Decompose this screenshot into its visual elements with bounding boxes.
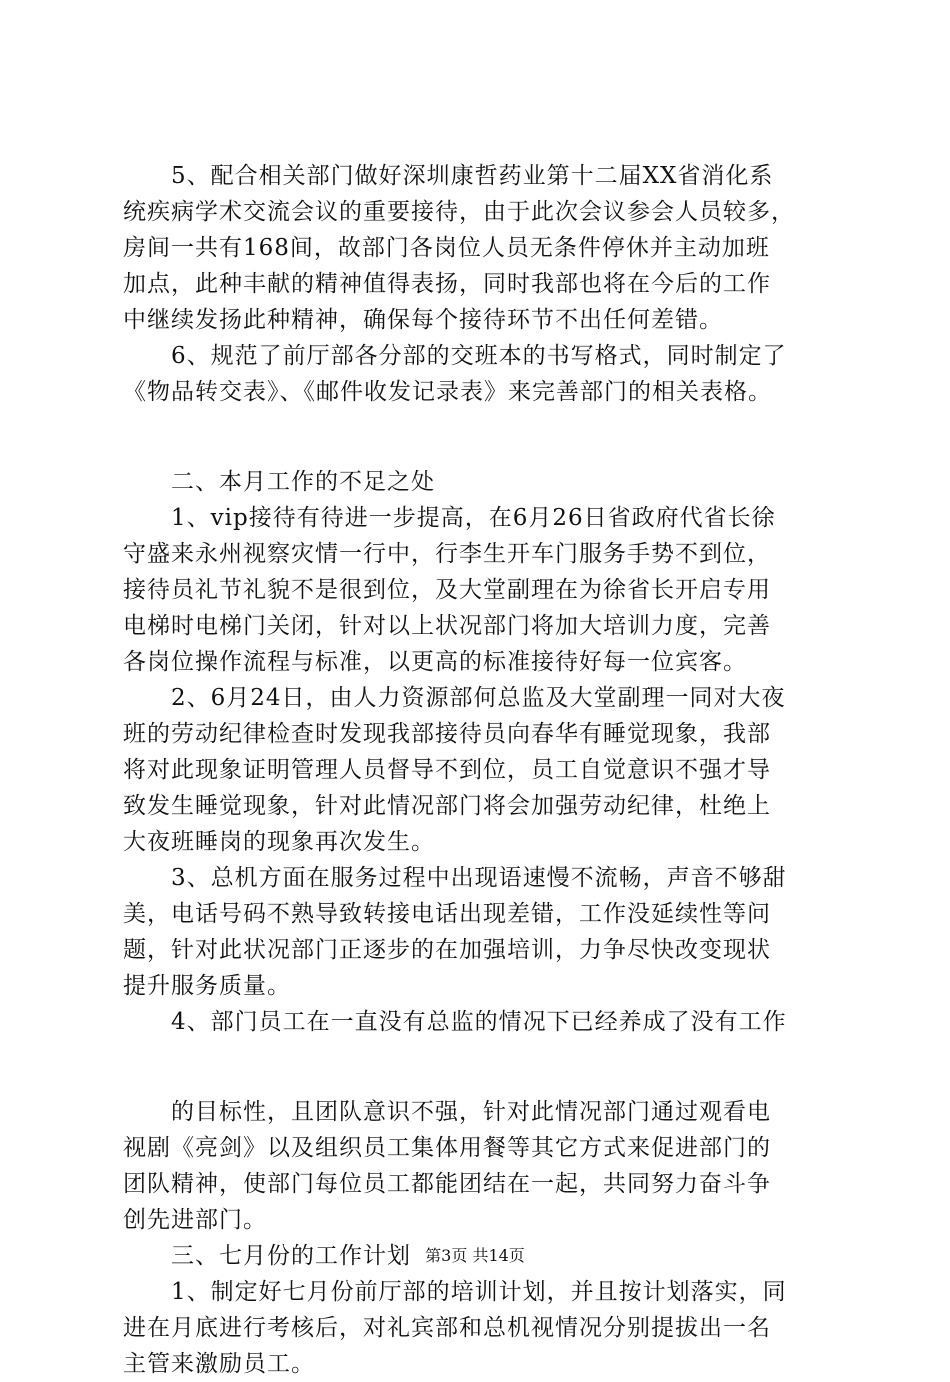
text-line: 房间一共有168间，故部门各岗位人员无条件停休并主动加班 [123, 235, 770, 261]
text-line: 班的劳动纪律检查时发现我部接待员向春华有睡觉现象，我部 [123, 721, 771, 747]
text-line: 4、部门员工在一直没有总监的情况下已经养成了没有工作 [171, 1009, 787, 1035]
page-number-footer: 第3页 共14页 [425, 1246, 525, 1265]
text-line: 2、6月24日，由人力资源部何总监及大堂副理一同对大夜 [171, 685, 786, 711]
section-heading-july-plan: 三、七月份的工作计划 [171, 1243, 411, 1269]
text-line: 加点，此种丰献的精神值得表扬，同时我部也将在今后的工作 [123, 271, 771, 297]
paragraph-shortcoming-1 [123, 500, 835, 680]
paragraph-plan-1 [123, 1274, 835, 1382]
paragraph-item-5 [123, 158, 835, 338]
text-line: 主管来激励员工。 [123, 1351, 315, 1377]
document-body [123, 158, 835, 1382]
text-line: 视剧《亮剑》以及组织员工集体用餐等其它方式来促进部门的 [123, 1135, 771, 1161]
paragraph-shortcoming-2 [123, 680, 835, 860]
text-line: 电梯时电梯门关闭，针对以上状况部门将加大培训力度，完善 [123, 613, 771, 639]
text-line: 6、规范了前厅部各分部的交班本的书写格式，同时制定了 [171, 343, 787, 369]
text-line: 团队精神，使部门每位员工都能团结在一起，共同努力奋斗争 [123, 1171, 771, 1197]
text-line: 各岗位操作流程与标准，以更高的标准接待好每一位宾客。 [123, 649, 747, 675]
paragraph-shortcoming-4 [123, 1004, 835, 1238]
text-line: 接待员礼节礼貌不是很到位，及大堂副理在为徐省长开启专用 [123, 577, 771, 603]
paragraph-shortcoming-3 [123, 860, 835, 1004]
text-line: 创先进部门。 [123, 1207, 267, 1233]
text-line: 《物品转交表》、《邮件收发记录表》来完善部门的相关表格。 [123, 379, 772, 405]
text-line: 进在月底进行考核后，对礼宾部和总机视情况分别提拔出一名 [123, 1315, 771, 1341]
text-line: 的目标性，且团队意识不强，针对此情况部门通过观看电 [171, 1099, 771, 1125]
paragraph-item-6 [123, 338, 835, 410]
text-line: 将对此现象证明管理人员督导不到位，员工自觉意识不强才导 [123, 757, 771, 783]
text-line: 1、制定好七月份前厅部的培训计划，并且按计划落实，同 [171, 1279, 787, 1305]
text-line: 统疾病学术交流会议的重要接待，由于此次会议参会人员较多， [123, 199, 795, 225]
text-line: 5、配合相关部门做好深圳康哲药业第十二届XX省消化系 [171, 163, 774, 189]
text-line: 题，针对此状况部门正逐步的在加强培训，力争尽快改变现状 [123, 937, 771, 963]
text-line: 提升服务质量。 [123, 973, 291, 999]
text-line: 中继续发扬此种精神，确保每个接待环节不出任何差错。 [123, 307, 723, 333]
text-line: 1、vip接待有待进一步提高，在6月26日省政府代省长徐 [171, 505, 776, 531]
section-heading-shortcomings: 二、本月工作的不足之处 [171, 469, 435, 495]
text-line: 致发生睡觉现象，针对此情况部门将会加强劳动纪律，杜绝上 [123, 793, 771, 819]
text-line: 大夜班睡岗的现象再次发生。 [123, 829, 435, 855]
text-line: 美，电话号码不熟导致转接电话出现差错，工作没延续性等问 [123, 901, 771, 927]
text-line: 3、总机方面在服务过程中出现语速慢不流畅，声音不够甜 [171, 865, 787, 891]
text-line: 守盛来永州视察灾情一行中，行李生开车门服务手势不到位， [123, 541, 771, 567]
